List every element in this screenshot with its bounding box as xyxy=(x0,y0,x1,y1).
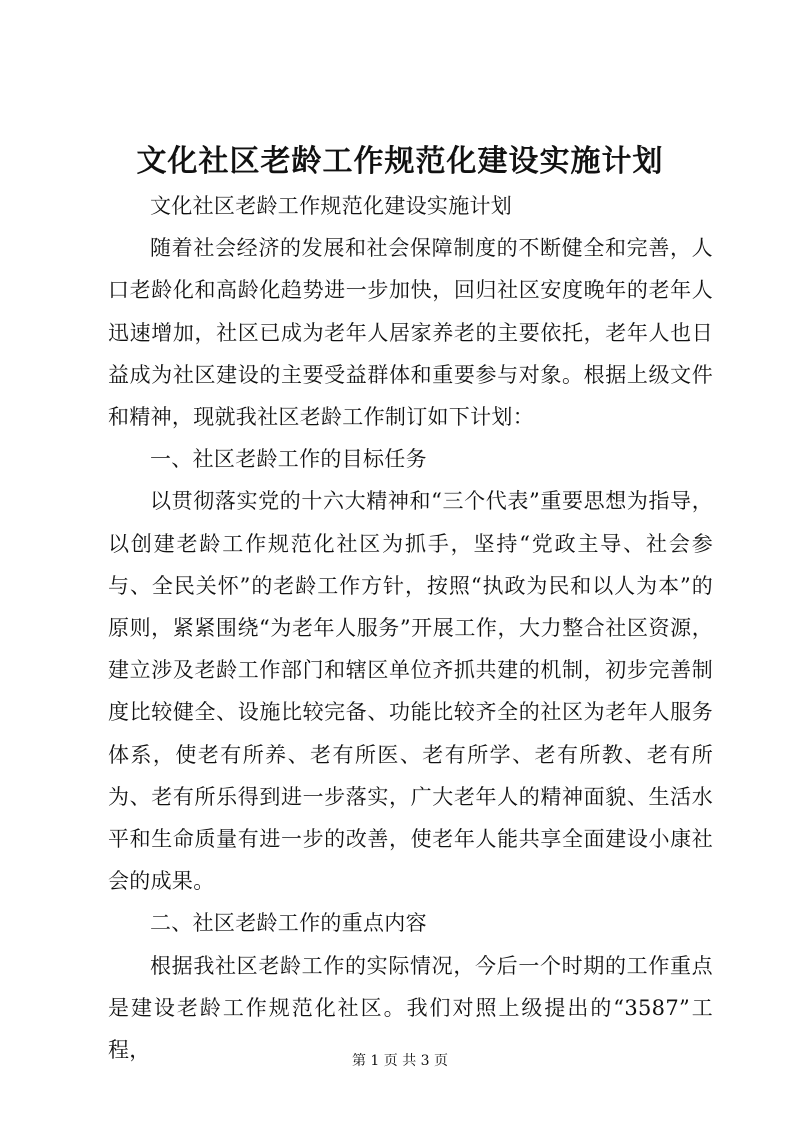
goals-paragraph: 以贯彻落实党的十六大精神和“三个代表”重要思想为指导，以创建老龄工作规范化社区为抓手，坚持“党政主导、社会参与、全民关怀”的老龄工作方针，按照“执政为民和以人为本”的原则，紧紧围绕“为老年人服务”开展工作，大力整合社区资源，建立涉及老龄工作部门和辖区单位齐抓共建的机制，初步完善制度比较健全、设施比较完备、功能比较齐全的社区为老年人服务体系，使老有所养、老有所医、老有所学、老有所教、老有所为、老有所乐得到进一步落实，广大老年人的精神面貌、生活水平和生命质量有进一步的改善，使老年人能共享全面建设小康社会的成果。 xyxy=(108,489,713,894)
intro-paragraph: 随着社会经济的发展和社会保障制度的不断健全和完善，人口老龄化和高龄化趋势进一步加快，回归社区安度晚年的老年人迅速增加，社区已成为老年人居家养老的主要依托，老年人也日益成为社区建设的主要受益群体和重要参与对象。根据上级文件和精神，现就我社区老龄工作制订如下计划： xyxy=(108,236,713,430)
section-heading-focus: 二、社区老龄工作的重点内容 xyxy=(150,911,427,936)
page-footer: 第 1 页 共 3 页 xyxy=(351,1053,449,1069)
subtitle-paragraph: 文化社区老龄工作规范化建设实施计划 xyxy=(150,194,513,218)
section-heading-goals: 一、社区老龄工作的目标任务 xyxy=(150,447,427,472)
focus-paragraph: 根据我社区老龄工作的实际情况，今后一个时期的工作重点是建设老龄工作规范化社区。我们对照上级提出的“3587”工程， xyxy=(108,953,713,1063)
document-body xyxy=(108,185,713,1071)
document-title: 文化社区老龄工作规范化建设实施计划 xyxy=(136,144,664,179)
